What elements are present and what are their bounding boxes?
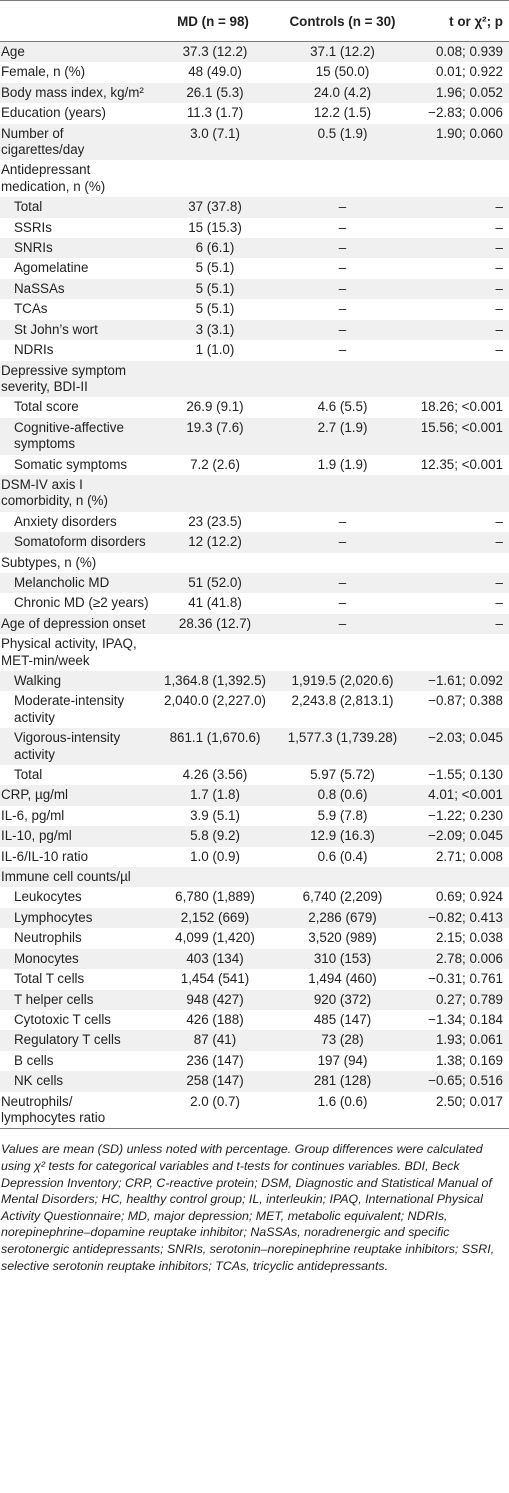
md-value: 2,040.0 (2,227.0)	[164, 693, 266, 709]
test-statistic: –	[495, 301, 503, 317]
control-value: 310 (153)	[313, 950, 372, 966]
control-value	[276, 361, 409, 398]
table-row	[0, 124, 509, 161]
row-label: Chronic MD (≥2 years)	[14, 595, 149, 611]
test-statistic: −1.55; 0.130	[428, 767, 503, 783]
header-control-group: Controls (n = 30)	[276, 1, 409, 42]
row-label: Agomelatine	[14, 260, 89, 276]
md-value: 5 (5.1)	[195, 280, 235, 296]
row-label: Regulatory T cells	[14, 1032, 121, 1048]
row-label: SSRIs	[14, 219, 52, 235]
row-label: Vigorous-intensity activity	[14, 730, 121, 762]
row-label: CRP, µg/ml	[1, 787, 68, 803]
control-value: –	[338, 280, 347, 296]
row-label: DSM-IV axis I comorbidity, n (%)	[1, 476, 108, 509]
test-statistic: −0.31; 0.761	[428, 971, 503, 987]
table-row	[0, 340, 509, 360]
test-statistic: −2.09; 0.045	[428, 828, 503, 844]
control-value: –	[338, 574, 347, 590]
table-footnote: Values are mean (SD) unless noted with percentage. Group differences were calculated using χ² tests for categorical variables and t-tests for continues variables. BDI, Beck Depression Inventory; CRP, C-reactive protein; DSM, Diagnostic and Statistical Manual of Mental Disorders; HC, healthy control group; IL, interleukin; IPAQ, International Physical Activity Questionnaire; MD, major depression; MET, metabolic equivalent; NDRIs, norepinephrine–dopamine reuptake inhibitor; NaSSAs, noradrenergic and specific serotonergic antidepressants; SNRIs, serotonin–norepinephrine reuptake inhibitors; SSRI, selective serotonin reuptake inhibitors; TCAs, tricyclic antidepressants.	[1, 1142, 495, 1273]
control-value: 1.6 (0.6)	[276, 1092, 409, 1129]
control-value: 15 (50.0)	[315, 64, 370, 80]
md-value: 15 (15.3)	[188, 219, 242, 235]
table-row	[0, 418, 509, 455]
table-row	[0, 83, 509, 103]
control-value: 0.8 (0.6)	[317, 787, 368, 803]
test-statistic: −2.83; 0.006	[428, 105, 503, 121]
test-statistic: 0.08; 0.939	[435, 44, 503, 59]
row-label: Cytotoxic T cells	[14, 1011, 111, 1027]
table-row	[0, 160, 509, 197]
table-row	[0, 969, 509, 989]
control-value: 920 (372)	[313, 991, 372, 1007]
row-label: Age	[1, 44, 25, 59]
control-value: –	[338, 615, 347, 631]
row-label: Neutrophils	[14, 930, 82, 946]
md-value: 37 (37.8)	[188, 199, 242, 215]
table-row	[0, 928, 509, 948]
row-label: Melancholic MD	[14, 574, 110, 590]
table-row	[0, 908, 509, 928]
control-value	[276, 867, 409, 887]
control-value: 6,740 (2,209)	[302, 889, 383, 905]
md-value: 258 (147)	[186, 1073, 244, 1089]
md-value: 19.3 (7.6)	[186, 419, 244, 435]
table-row	[0, 867, 509, 887]
table-row	[0, 512, 509, 532]
row-label: Leukocytes	[14, 889, 82, 905]
row-label: Somatic symptoms	[14, 456, 128, 472]
md-value: 87 (41)	[193, 1032, 237, 1048]
test-statistic: –	[495, 199, 503, 215]
table-row	[0, 1071, 509, 1091]
control-value: –	[338, 513, 347, 529]
row-label: Total T cells	[14, 971, 85, 987]
row-label: Anxiety disorders	[14, 513, 117, 529]
row-label: SNRIs	[14, 240, 53, 256]
control-value: –	[338, 240, 347, 256]
row-label: Total score	[14, 399, 79, 415]
md-value: 426 (188)	[186, 1011, 244, 1027]
test-statistic	[409, 553, 509, 573]
md-value: 1 (1.0)	[195, 342, 235, 358]
table-row	[0, 806, 509, 826]
table-row	[0, 614, 509, 634]
control-value: 1,919.5 (2,020.6)	[291, 673, 394, 688]
test-statistic: –	[495, 342, 503, 358]
test-statistic: –	[495, 595, 503, 611]
md-value: 861.1 (1,670.6)	[169, 730, 261, 746]
row-label: Subtypes, n (%)	[1, 554, 97, 570]
table-row	[0, 691, 509, 728]
table-row	[0, 218, 509, 238]
test-statistic: 2.50; 0.017	[409, 1092, 509, 1129]
md-value: 3.9 (5.1)	[190, 807, 240, 823]
header-row	[0, 1, 509, 42]
md-value: 11.3 (1.7)	[186, 105, 244, 121]
test-statistic: 2.71; 0.008	[435, 848, 503, 864]
control-value: 1,577.3 (1,739.28)	[287, 730, 398, 746]
test-statistic: −0.65; 0.516	[428, 1073, 503, 1089]
md-value: 7.2 (2.6)	[190, 456, 240, 472]
table-row	[0, 42, 509, 63]
table-row	[0, 532, 509, 552]
md-value: 5 (5.1)	[195, 301, 235, 317]
control-value	[276, 553, 409, 573]
test-statistic: –	[495, 574, 503, 590]
control-value: 5.97 (5.72)	[310, 767, 375, 783]
md-value	[150, 160, 276, 197]
test-statistic: 18.26; <0.001	[420, 399, 503, 415]
table-row	[0, 634, 509, 671]
control-value	[276, 634, 409, 671]
row-label: T helper cells	[14, 991, 94, 1007]
control-value: 5.9 (7.8)	[317, 807, 368, 823]
test-statistic: 1.38; 0.169	[435, 1052, 503, 1068]
table-row	[0, 553, 509, 573]
control-value: –	[338, 199, 347, 215]
md-value	[150, 475, 276, 512]
test-statistic: 0.01; 0.922	[435, 64, 503, 80]
control-value: 4.6 (5.5)	[317, 399, 368, 415]
row-label: B cells	[14, 1052, 54, 1068]
test-statistic: –	[495, 534, 503, 550]
row-label: Number of cigarettes/day	[1, 125, 85, 158]
md-value: 3 (3.1)	[195, 321, 235, 337]
control-value: 12.2 (1.5)	[313, 105, 372, 121]
row-label: Somatoform disorders	[14, 534, 146, 550]
md-value: 3.0 (7.1)	[190, 125, 240, 141]
md-value	[150, 361, 276, 398]
row-label: Immune cell counts/µl	[1, 869, 131, 885]
test-statistic: −0.87; 0.388	[428, 693, 503, 709]
row-label: St John’s wort	[14, 321, 98, 337]
table-row	[0, 887, 509, 907]
header-variable	[0, 1, 150, 42]
test-statistic: 15.56; <0.001	[420, 419, 503, 435]
control-value: 2,286 (679)	[308, 909, 377, 925]
control-value	[276, 475, 409, 512]
row-label: Age of depression onset	[1, 615, 146, 631]
control-value: 2,243.8 (2,813.1)	[291, 693, 394, 709]
md-value: 1.7 (1.8)	[190, 787, 240, 803]
md-value: 37.3 (12.2)	[182, 44, 248, 59]
table-row	[0, 847, 509, 867]
test-statistic: –	[495, 260, 503, 276]
md-value: 23 (23.5)	[188, 513, 242, 529]
md-value: 403 (134)	[186, 950, 244, 966]
table-row	[0, 785, 509, 805]
md-value: 1,454 (541)	[180, 971, 250, 987]
test-statistic: −1.22; 0.230	[428, 807, 503, 823]
row-label: Antidepressant medication, n (%)	[1, 162, 106, 194]
table-row	[0, 949, 509, 969]
table-row	[0, 1030, 509, 1050]
test-statistic: 0.27; 0.789	[435, 991, 503, 1007]
table-row	[0, 299, 509, 319]
control-value: 485 (147)	[313, 1011, 372, 1027]
row-label: IL-10, pg/ml	[1, 828, 72, 844]
row-label: NaSSAs	[14, 280, 65, 296]
table-row	[0, 671, 509, 691]
control-value: –	[338, 219, 347, 235]
control-value: –	[338, 301, 347, 317]
md-value: 6 (6.1)	[195, 240, 235, 256]
test-statistic: −2.03; 0.045	[428, 730, 503, 746]
table-row	[0, 62, 509, 82]
md-value: 5.8 (9.2)	[190, 828, 240, 844]
control-value: 0.6 (0.4)	[317, 848, 368, 864]
md-value: 2.0 (0.7)	[150, 1092, 276, 1129]
test-statistic: 1.90; 0.060	[435, 125, 503, 141]
test-statistic: –	[495, 615, 503, 631]
test-statistic	[409, 361, 509, 398]
table-row	[0, 765, 509, 785]
table-row	[0, 1010, 509, 1030]
header-md-group: MD (n = 98)	[150, 1, 276, 42]
row-label: Cognitive-affective symptoms	[14, 419, 124, 452]
test-statistic: –	[495, 321, 503, 337]
table-row	[0, 573, 509, 593]
md-value: 12 (12.2)	[188, 534, 242, 550]
row-label: Walking	[14, 673, 62, 688]
table-row	[0, 361, 509, 398]
row-label: Total	[14, 199, 43, 215]
test-statistic: −1.34; 0.184	[428, 1011, 503, 1027]
table-row	[0, 279, 509, 299]
control-value: –	[338, 595, 347, 611]
row-label: Education (years)	[1, 105, 106, 121]
test-statistic: −0.82; 0.413	[428, 909, 503, 925]
control-value: 3,520 (989)	[308, 930, 377, 946]
test-statistic: 2.78; 0.006	[435, 950, 503, 966]
header-test-statistic: t or χ²; p	[409, 1, 509, 42]
test-statistic: 12.35; <0.001	[420, 456, 503, 472]
test-statistic	[409, 634, 509, 671]
md-value	[150, 867, 276, 887]
md-value: 4.26 (3.56)	[182, 767, 248, 783]
row-label: Total	[14, 767, 43, 783]
test-statistic: 0.69; 0.924	[435, 889, 503, 905]
test-statistic: 1.96; 0.052	[435, 84, 503, 100]
row-label: IL-6, pg/ml	[1, 807, 65, 823]
table-row	[0, 728, 509, 765]
row-label: Monocytes	[14, 950, 79, 966]
md-value: 26.1 (5.3)	[186, 84, 244, 100]
row-label: Neutrophils/ lymphocytes ratio	[0, 1092, 150, 1129]
md-value: 41 (41.8)	[188, 595, 242, 611]
row-label: Lymphocytes	[14, 909, 93, 925]
control-value: 197 (94)	[317, 1052, 368, 1068]
control-value: 73 (28)	[321, 1032, 364, 1048]
table-row	[0, 197, 509, 217]
control-value: –	[338, 321, 347, 337]
md-value: 1.0 (0.9)	[190, 848, 240, 864]
row-label: Depressive symptom severity, BDI-II	[1, 362, 127, 394]
test-statistic	[409, 475, 509, 512]
md-value: 26.9 (9.1)	[186, 399, 244, 415]
table-row	[0, 103, 509, 123]
test-statistic: –	[495, 513, 503, 529]
row-label: Body mass index, kg/m²	[1, 84, 144, 100]
md-value: 48 (49.0)	[188, 64, 242, 80]
control-value: 12.9 (16.3)	[310, 828, 375, 844]
table-row	[0, 258, 509, 278]
control-value: –	[338, 534, 347, 550]
test-statistic: −1.61; 0.092	[428, 673, 503, 688]
table-body	[0, 42, 509, 1129]
control-value: –	[338, 260, 347, 276]
row-label: Moderate-intensity activity	[14, 693, 125, 725]
test-statistic	[409, 160, 509, 197]
row-label: Female, n (%)	[1, 64, 86, 80]
control-value	[276, 160, 409, 197]
md-value	[150, 553, 276, 573]
test-statistic: –	[495, 219, 503, 235]
row-label: NDRIs	[14, 342, 54, 358]
row-label: TCAs	[14, 301, 48, 317]
control-value: 24.0 (4.2)	[313, 84, 372, 100]
table-header	[0, 1, 509, 42]
md-value: 6,780 (1,889)	[175, 889, 255, 905]
control-value: 1,494 (460)	[308, 971, 377, 987]
row-label: NK cells	[14, 1073, 64, 1089]
table-row	[0, 455, 509, 475]
test-statistic: 2.15; 0.038	[435, 930, 503, 946]
control-value: 0.5 (1.9)	[317, 125, 368, 141]
table-row	[0, 1092, 509, 1129]
control-value: 2.7 (1.9)	[317, 419, 368, 435]
test-statistic: –	[495, 280, 503, 296]
md-value	[150, 634, 276, 671]
row-label: IL-6/IL-10 ratio	[1, 848, 89, 864]
md-value: 5 (5.1)	[195, 260, 235, 276]
test-statistic	[409, 867, 509, 887]
md-value: 51 (52.0)	[188, 574, 242, 590]
row-label: Physical activity, IPAQ, MET-min/week	[1, 636, 137, 668]
md-value: 2,152 (669)	[180, 909, 250, 925]
table-row	[0, 990, 509, 1010]
test-statistic: 1.93; 0.061	[435, 1032, 503, 1048]
control-value: –	[338, 342, 347, 358]
md-value: 948 (427)	[186, 991, 244, 1007]
control-value: 281 (128)	[313, 1073, 372, 1089]
control-value: 37.1 (12.2)	[310, 44, 375, 59]
table-row	[0, 475, 509, 512]
table-row	[0, 238, 509, 258]
control-value: 1.9 (1.9)	[317, 456, 368, 472]
test-statistic: 4.01; <0.001	[428, 787, 503, 803]
table-row	[0, 826, 509, 846]
table-row	[0, 1051, 509, 1071]
table-row	[0, 397, 509, 417]
md-value: 1,364.8 (1,392.5)	[164, 673, 266, 688]
md-value: 236 (147)	[186, 1052, 244, 1068]
md-value: 4,099 (1,420)	[175, 930, 255, 946]
md-value: 28.36 (12.7)	[178, 615, 252, 631]
table-row	[0, 320, 509, 340]
test-statistic: –	[495, 240, 503, 256]
table-row	[0, 593, 509, 613]
